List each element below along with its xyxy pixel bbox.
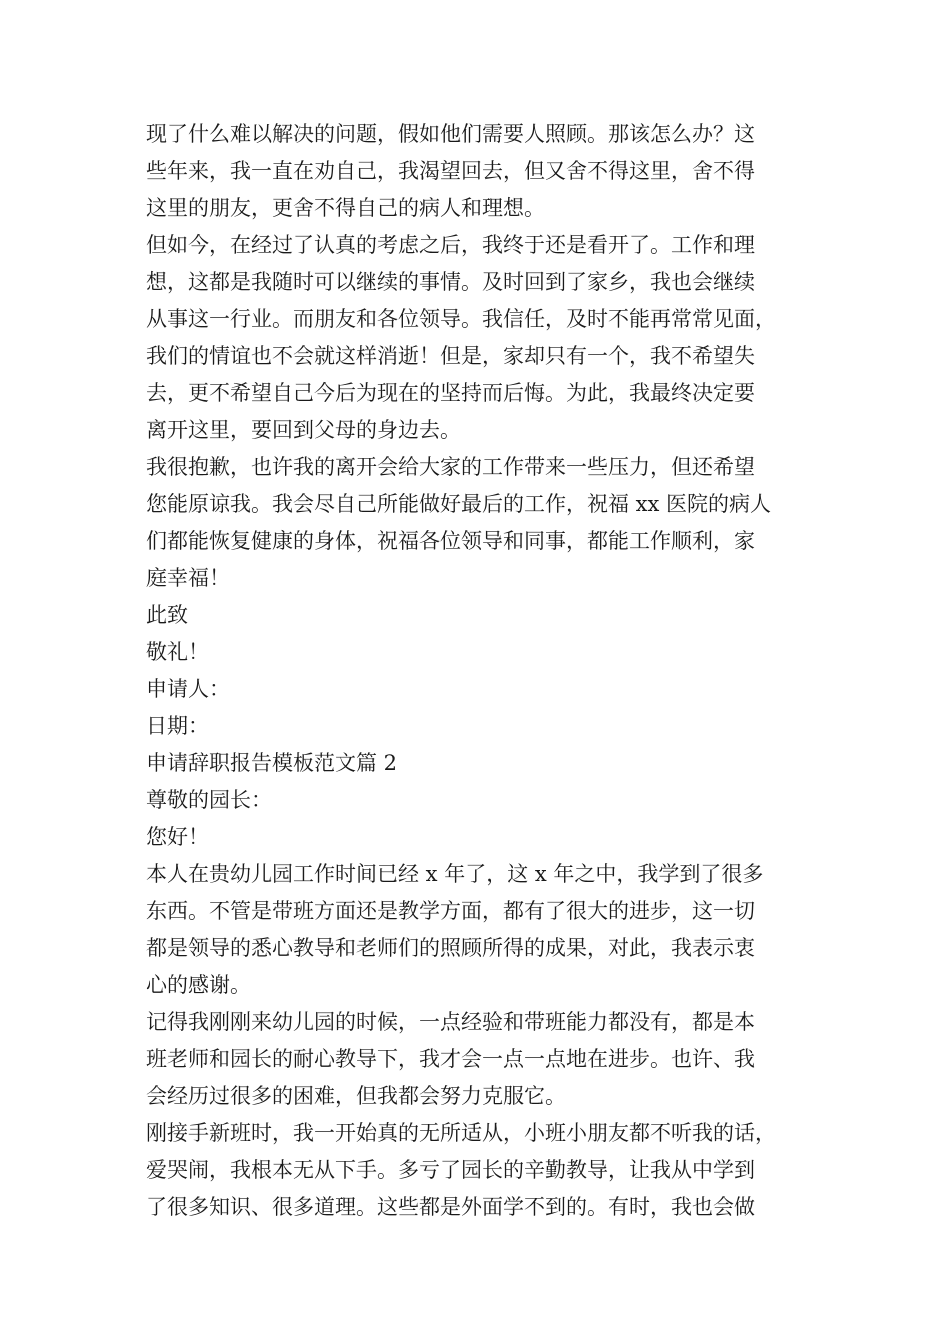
- text-line: 们都能恢复健康的身体，祝福各位领导和同事，都能工作顺利，家: [146, 529, 755, 553]
- greeting: 您好！: [146, 825, 209, 849]
- text-line: 都是领导的悉心教导和老师们的照顾所得的成果，对此，我表示衷: [146, 936, 755, 960]
- text-line: 些年来，我一直在劝自己，我渴望回去，但又舍不得这里，舍不得: [146, 159, 755, 183]
- closing-salutation: 敬礼！: [146, 640, 209, 664]
- section-title: 申请辞职报告模板范文篇 2: [146, 751, 398, 775]
- text-line: 了很多知识、很多道理。这些都是外面学不到的。有时，我也会做: [146, 1195, 755, 1219]
- document-body: [146, 116, 812, 1226]
- text-line: 从事这一行业。而朋友和各位领导。我信任，及时不能再常常见面，: [146, 307, 776, 331]
- greeting-recipient: 尊敬的园长：: [146, 788, 272, 812]
- text-line: 去，更不希望自己今后为现在的坚持而后悔。为此，我最终决定要: [146, 381, 755, 405]
- text-line: 会经历过很多的困难，但我都会努力克服它。: [146, 1084, 566, 1108]
- text-line: 现了什么难以解决的问题，假如他们需要人照顾。那该怎么办？这: [146, 122, 755, 146]
- closing-line: 此致: [146, 603, 188, 627]
- date-label: 日期：: [146, 714, 209, 738]
- applicant-label: 申请人：: [146, 677, 230, 701]
- text-line: 我很抱歉，也许我的离开会给大家的工作带来一些压力，但还希望: [146, 455, 755, 479]
- text-line: 这里的朋友，更舍不得自己的病人和理想。: [146, 196, 545, 220]
- text-line: 班老师和园长的耐心教导下，我才会一点一点地在进步。也许、我: [146, 1047, 755, 1071]
- text-line: 刚接手新班时，我一开始真的无所适从，小班小朋友都不听我的话，: [146, 1121, 776, 1145]
- text-line: 离开这里，要回到父母的身边去。: [146, 418, 461, 442]
- text-line: 记得我刚刚来幼儿园的时候，一点经验和带班能力都没有，都是本: [146, 1010, 755, 1034]
- text-line: 本人在贵幼儿园工作时间已经 x 年了，这 x 年之中，我学到了很多: [146, 862, 764, 886]
- text-line: 东西。不管是带班方面还是教学方面，都有了很大的进步，这一切: [146, 899, 755, 923]
- text-line: 想，这都是我随时可以继续的事情。及时回到了家乡，我也会继续: [146, 270, 755, 294]
- text-line: 爱哭闹，我根本无从下手。多亏了园长的辛勤教导，让我从中学到: [146, 1158, 755, 1182]
- text-line: 但如今，在经过了认真的考虑之后，我终于还是看开了。工作和理: [146, 233, 755, 257]
- text-line: 庭幸福！: [146, 566, 230, 590]
- text-line: 我们的情谊也不会就这样消逝！但是，家却只有一个，我不希望失: [146, 344, 755, 368]
- text-line: 心的感谢。: [146, 973, 251, 997]
- text-line: 您能原谅我。我会尽自己所能做好最后的工作，祝福 xx 医院的病人: [146, 492, 772, 516]
